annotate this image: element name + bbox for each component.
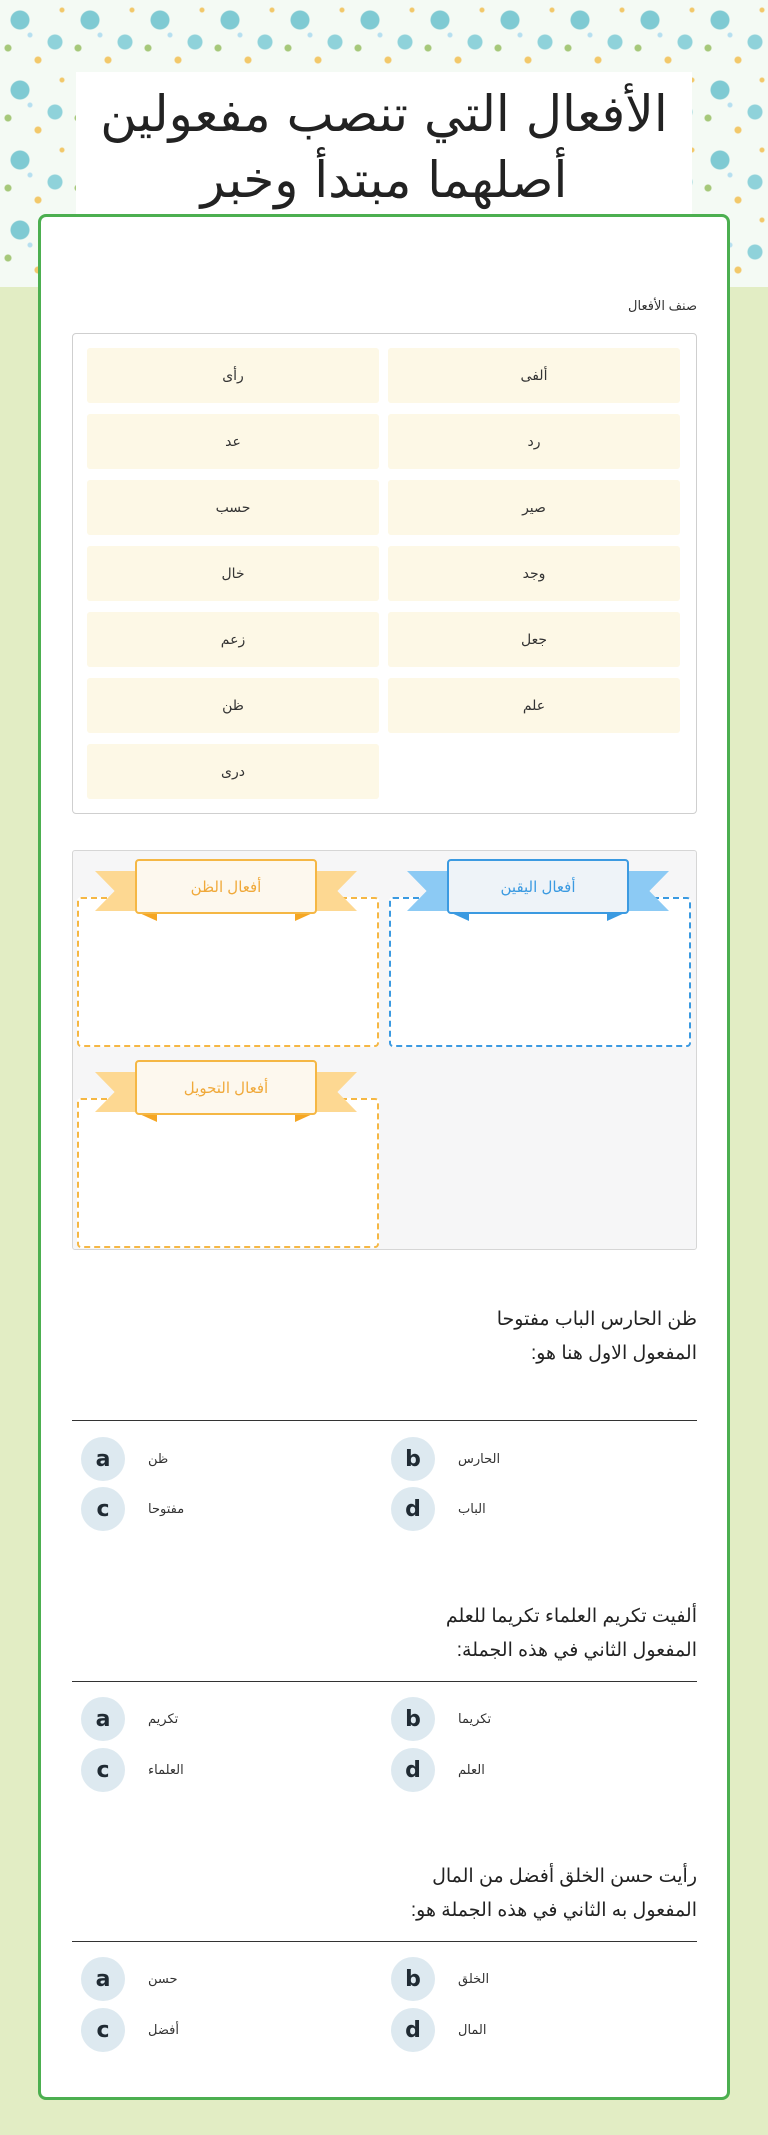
category-ribbon-tahweel <box>95 1060 357 1128</box>
question-prompt: المفعول به الثاني في هذه الجملة هو: <box>410 1900 697 1921</box>
option-c[interactable] <box>81 1748 184 1792</box>
option-b[interactable] <box>391 1957 489 2001</box>
option-a[interactable] <box>81 1437 168 1481</box>
sort-item[interactable]: زعم <box>87 612 379 667</box>
option-text: الخلق <box>458 1971 490 1986</box>
question-prompt: المفعول الثاني في هذه الجملة: <box>456 1640 697 1661</box>
question-2-text <box>446 1600 697 1668</box>
worksheet-title <box>76 72 692 222</box>
option-letter-badge: b <box>391 1957 435 2001</box>
question-1-text <box>497 1303 697 1371</box>
sort-item[interactable]: ظن <box>87 678 379 733</box>
divider <box>72 1941 697 1942</box>
question-prompt: المفعول الاول هنا هو: <box>530 1343 697 1364</box>
option-letter-badge: c <box>81 1487 125 1531</box>
option-letter-badge: c <box>81 2008 125 2052</box>
option-text: تكريما <box>458 1711 492 1726</box>
option-d[interactable] <box>391 2008 487 2052</box>
option-letter-badge: a <box>81 1697 125 1741</box>
sort-item[interactable]: رد <box>388 414 680 469</box>
sort-item[interactable]: حسب <box>87 480 379 535</box>
sort-item[interactable]: خال <box>87 546 379 601</box>
option-b[interactable] <box>391 1697 491 1741</box>
divider <box>72 1681 697 1682</box>
option-text: حسن <box>148 1971 178 1986</box>
title-line-2: أصلهما مبتدأ وخبر <box>200 151 568 209</box>
option-text: الحارس <box>458 1451 501 1466</box>
option-c[interactable] <box>81 2008 179 2052</box>
question-sentence: رأيت حسن الخلق أفضل من المال <box>432 1866 697 1887</box>
option-a[interactable] <box>81 1957 178 2001</box>
option-a[interactable] <box>81 1697 178 1741</box>
title-line-1: الأفعال التي تنصب مفعولين <box>100 85 668 143</box>
option-letter-badge: b <box>391 1437 435 1481</box>
question-3-text <box>411 1860 697 1928</box>
option-c[interactable] <box>81 1487 184 1531</box>
category-label: أفعال اليقين <box>447 859 629 914</box>
sort-instruction: صنف الأفعال <box>628 298 697 313</box>
option-text: العلم <box>458 1762 485 1777</box>
option-letter-badge: a <box>81 1957 125 2001</box>
option-letter-badge: a <box>81 1437 125 1481</box>
sort-items-pool <box>72 333 697 814</box>
sort-item[interactable]: صير <box>388 480 680 535</box>
sort-item[interactable]: علم <box>388 678 680 733</box>
sort-item[interactable]: جعل <box>388 612 680 667</box>
option-text: أفضل <box>148 2022 179 2037</box>
option-text: مفتوحا <box>148 1501 185 1516</box>
question-sentence: ظن الحارس الباب مفتوحا <box>496 1309 697 1330</box>
sort-categories-area <box>72 850 697 1250</box>
option-d[interactable] <box>391 1748 485 1792</box>
sort-item[interactable]: عد <box>87 414 379 469</box>
option-letter-badge: d <box>391 1487 435 1531</box>
option-text: تكريم <box>148 1711 179 1726</box>
option-letter-badge: d <box>391 1748 435 1792</box>
option-text: ظن <box>148 1451 169 1466</box>
divider <box>72 1420 697 1421</box>
sort-item[interactable]: رأى <box>87 348 379 403</box>
option-text: المال <box>458 2022 487 2037</box>
option-text: العلماء <box>148 1762 184 1777</box>
option-letter-badge: b <box>391 1697 435 1741</box>
sort-item[interactable]: ألفى <box>388 348 680 403</box>
option-b[interactable] <box>391 1437 500 1481</box>
category-label: أفعال التحويل <box>135 1060 317 1115</box>
category-ribbon-zann <box>95 859 357 927</box>
option-d[interactable] <box>391 1487 486 1531</box>
option-letter-badge: c <box>81 1748 125 1792</box>
sort-item[interactable]: درى <box>87 744 379 799</box>
option-letter-badge: d <box>391 2008 435 2052</box>
sort-item[interactable]: وجد <box>388 546 680 601</box>
option-text: الباب <box>458 1501 486 1516</box>
category-ribbon-yaqeen <box>407 859 669 927</box>
question-sentence: ألفيت تكريم العلماء تكريما للعلم <box>445 1606 697 1627</box>
category-label: أفعال الظن <box>135 859 317 914</box>
